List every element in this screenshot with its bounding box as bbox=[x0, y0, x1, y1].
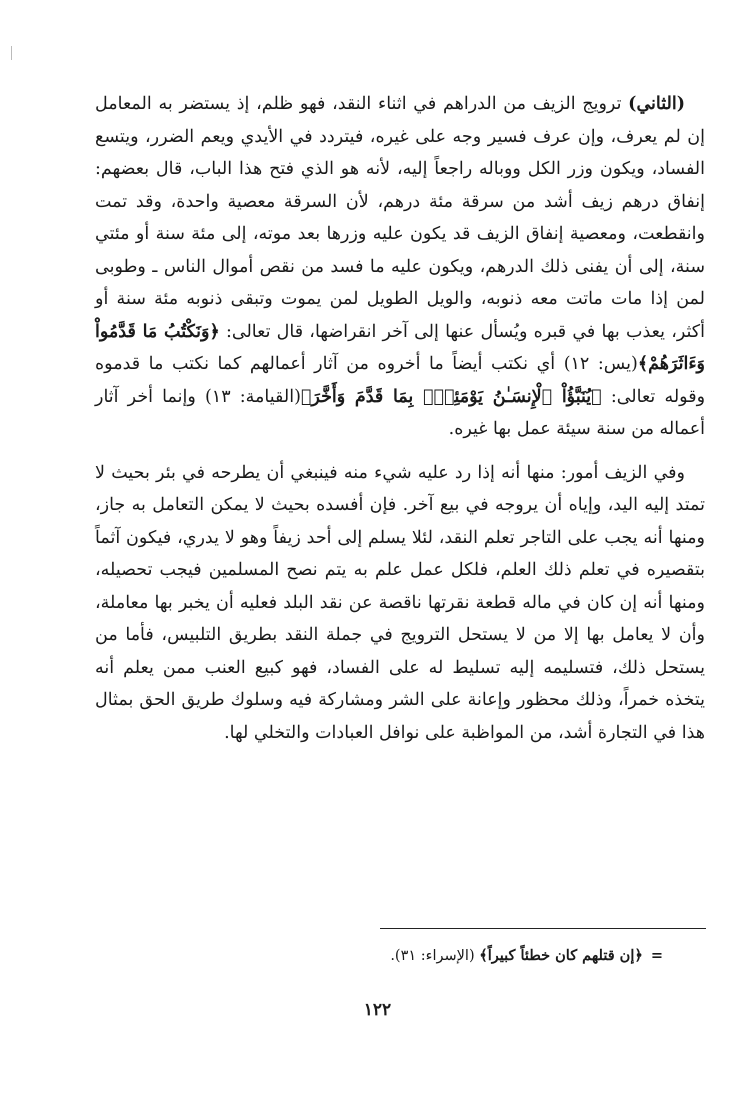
paragraph-text: (يس: ١٢) أي نكتب أيضاً ما أخروه من آثار أعمالهم كما نكتب ما قدموه وقوله تعالى: bbox=[95, 354, 706, 407]
footnote-continuation-mark: = bbox=[650, 947, 663, 964]
margin-mark bbox=[11, 46, 12, 60]
footnote bbox=[263, 944, 663, 968]
footnote-reference: (الإسراء: ٣١). bbox=[390, 948, 480, 964]
paragraph-text: ترويج الزيف من الدراهم في اثناء النقد، فهو ظلم، إذ يستضر به المعامل إن لم يعرف، وإن عرف فسير وجه على غيره، فيتردد في الأيدي ويعم الضرر، ويتسع الفساد، ويكون وزر الكل ووباله راجعاً إليه، لأنه هو الذي فتح هذا الباب، قال بعضهم: إنفاق درهم زيف أشد من سرقة مئة درهم، لأن السرقة معصية واحدة، وقد تمت وانقطعت، ومعصية إنفاق الزيف قد يكون عليه وزرها بعد موته، إلى مئة سنة أو مئتي سنة، إلى أن يفنى ذلك الدرهم، ويكون عليه ما فسد من نقص أموال الناس ـ وطوبى لمن إذا مات ماتت معه ذنوبه، والويل الطويل لمن يموت وتبقى ذنوبه مئة سنة أو أكثر، يعذب بها في قبره ويُسأل عنها إلى آخر انقراضها، قال تعالى: bbox=[95, 94, 705, 342]
footnote-divider bbox=[380, 928, 706, 929]
paragraph-text: (القيامة: ١٣) وإنما أخر آثار أعماله من سنة سيئة عمل بها غيره. bbox=[95, 386, 705, 439]
footnote-quote: ﴿إن قتلهم كان خطئاً كبيراً﴾ bbox=[479, 947, 643, 964]
page-number: ١٢٢ bbox=[363, 1000, 392, 1020]
paragraph-1 bbox=[95, 88, 705, 446]
quran-quote: ﴿وَنَكْتُبُ مَا قَدَّمُواْ وَءَاثَرَهُمْ﴾ bbox=[95, 321, 706, 374]
quran-quote: ﴿يُنَبَّؤُاْ ٱلْإِنسَـٰنُ يَوْمَئِذٍۭ بِمَا قَدَّمَ وَأَخَّرَ﴾ bbox=[300, 386, 602, 407]
paragraph-2: وفي الزيف أمور: منها أنه إذا رد عليه شيء منه فينبغي أن يطرحه في بئر بحيث لا تمتد إليه اليد، وإياه أن يروجه في بيع آخر. فإن أفسده بحيث لا يمكن التعامل به جاز، ومنها أنه يجب على التاجر تعلم النقد، لئلا يسلم إلى أحد زيفاً وهو لا يدري، فيكون آثماً بتقصيره في تعلم ذلك العلم، فلكل عمل علم به يتم نصح المسلمين فيجب تحصيله، ومنها أنه إن كان في ماله قطعة نقرتها ناقصة عن نقد البلد فعليه أن يخبر بها معاملة، وأن لا يعامل بها إلا من لا يستحل الترويج في جملة النقد بطريق التلبيس، فأما من يستحل ذلك، فتسليمه إليه تسليط له على الفساد، فهو كبيع العنب ممن يعلم أنه يتخذه خمراً، وذلك محظور وإعانة على الشر ومشاركة فيه وسلوك طريق الحق بمثال هذا في التجارة أشد، من المواظبة على نوافل العبادات والتخلي لها. bbox=[95, 462, 705, 743]
main-text bbox=[95, 88, 705, 749]
paragraph-lead: (الثاني) bbox=[628, 94, 685, 114]
